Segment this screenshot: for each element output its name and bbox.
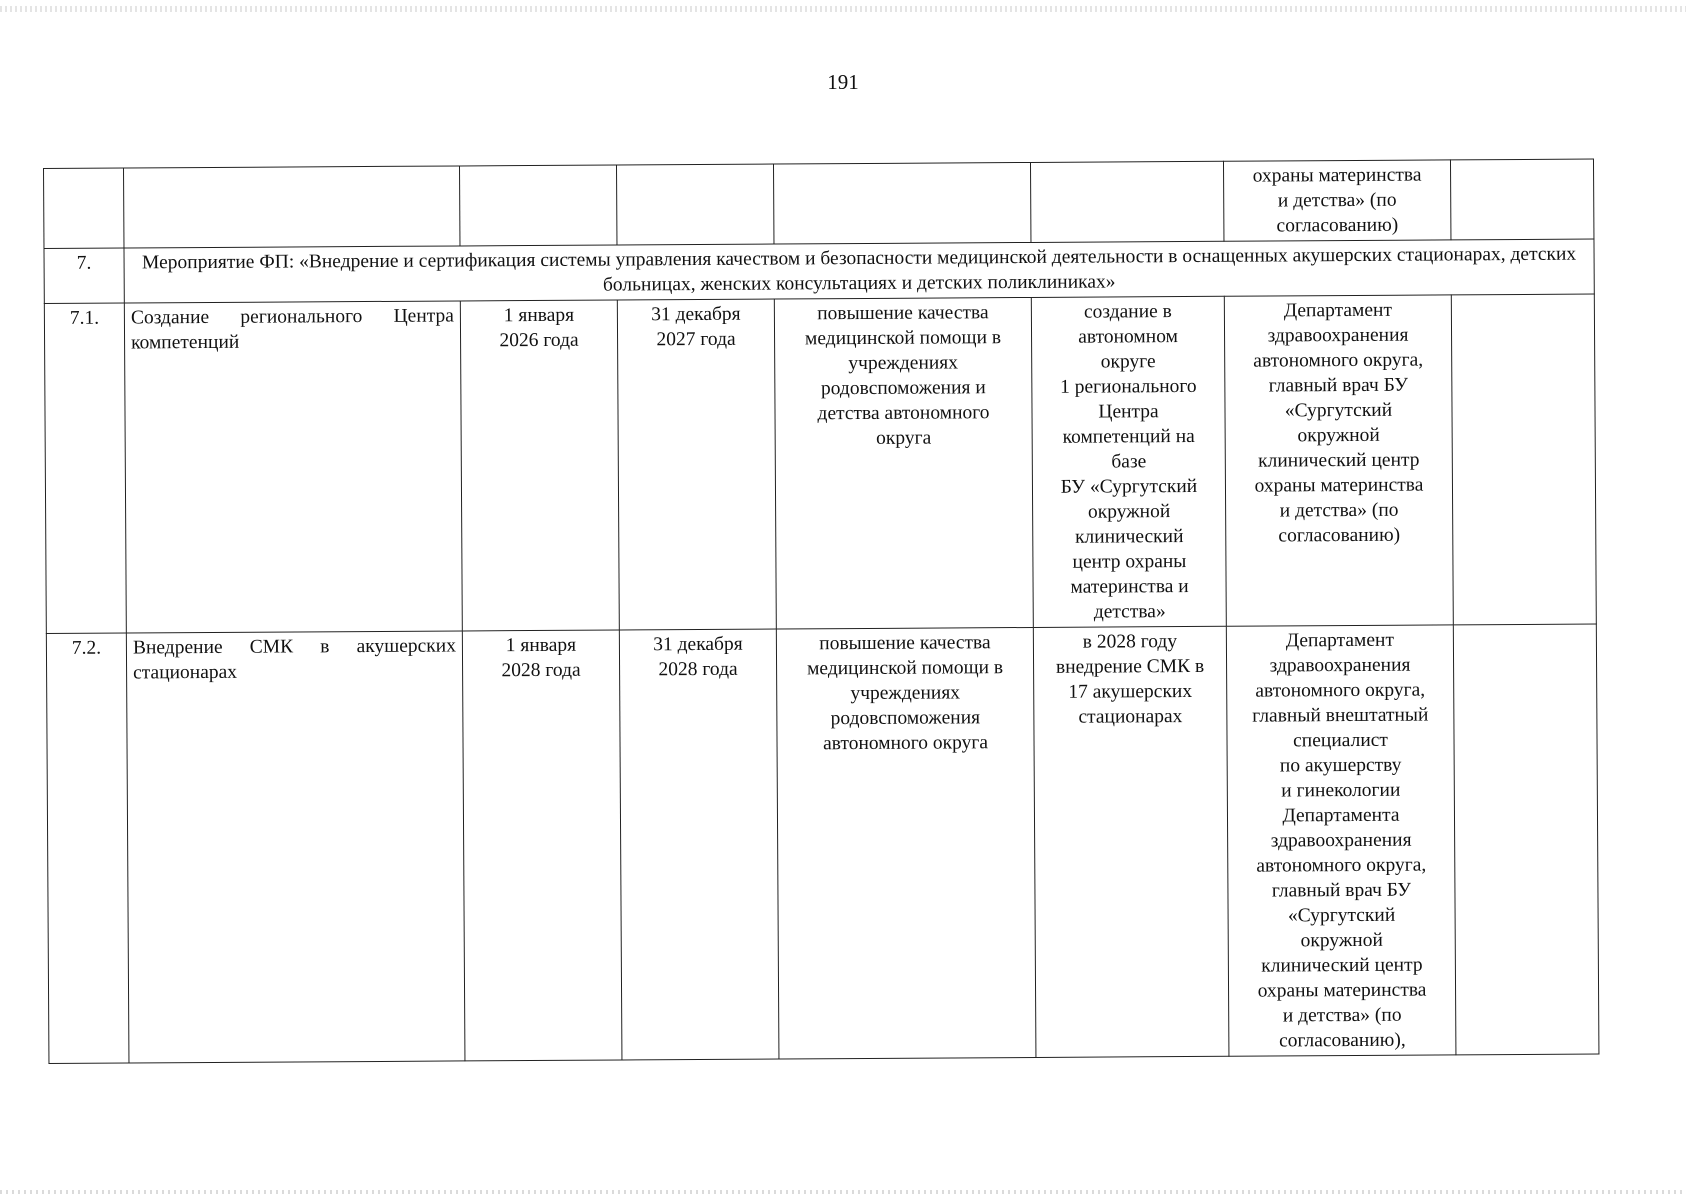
section-number: 7. bbox=[44, 248, 124, 303]
start-date-cell: 1 января 2028 года bbox=[462, 630, 622, 1061]
goal-cell: повышение качества медицинской помощи в учреждениях родовспоможения автономного округа bbox=[776, 627, 1036, 1059]
cell-empty bbox=[1030, 161, 1223, 242]
continued-responsible-cell: охраны материнства и детства» (по согласованию) bbox=[1223, 160, 1450, 241]
row-number: 7.1. bbox=[44, 303, 126, 633]
responsible-cell: Департамент здравоохранения автономного округа, главный внештатный специалист по акушерству и гинекологии Департамента здравоохранения автономного округа, главный врач БУ «Сургутский окружной клинический центр охраны материнства и детства» (по согласованию), bbox=[1226, 625, 1456, 1056]
table-row bbox=[44, 294, 1596, 633]
end-date-cell: 31 декабря 2028 года bbox=[619, 629, 779, 1060]
cell-empty bbox=[459, 165, 616, 246]
table-row bbox=[46, 624, 1599, 1063]
cell-empty bbox=[616, 164, 773, 245]
result-cell: в 2028 году внедрение СМК в 17 акушерских стационарах bbox=[1033, 626, 1229, 1057]
scan-edge-bottom bbox=[0, 1190, 1686, 1194]
responsible-cell: Департамент здравоохранения автономного округа, главный врач БУ «Сургутский окружной клинический центр охраны материнства и детства» (по согласованию) bbox=[1224, 295, 1453, 626]
row-number: 7.2. bbox=[46, 633, 129, 1063]
measure-name-cell: Создание регионального Центра компетенций bbox=[124, 301, 462, 633]
measure-name-cell: Внедрение СМК в акушерских стационарах bbox=[126, 631, 465, 1063]
goal-cell: повышение качества медицинской помощи в учреждениях родовспоможения и детства автономного округа bbox=[774, 297, 1033, 629]
end-date-cell: 31 декабря 2027 года bbox=[617, 299, 776, 630]
cell-empty bbox=[1450, 159, 1593, 240]
cell-empty bbox=[773, 162, 1030, 244]
continued-row bbox=[44, 159, 1594, 248]
start-date-cell: 1 января 2026 года bbox=[460, 300, 619, 631]
section-title: Мероприятие ФП: «Внедрение и сертификация системы управления качеством и безопасности медицинской деятельности в оснащенных акушерских стационарах, детских больницах, женских консультациях и детских поликлиниках» bbox=[124, 239, 1594, 303]
section-row bbox=[44, 239, 1594, 303]
extra-cell bbox=[1453, 624, 1599, 1055]
cell-empty bbox=[124, 166, 460, 248]
page-number: 191 bbox=[827, 70, 859, 94]
result-cell: создание в автономном округе 1 регионального Центра компетенций на базе БУ «Сургутский окружной клинический центр охраны материнства и детства» bbox=[1031, 296, 1226, 627]
scan-edge-top bbox=[0, 6, 1686, 12]
cell-empty bbox=[44, 168, 124, 248]
measures-table bbox=[43, 159, 1599, 1064]
extra-cell bbox=[1451, 294, 1596, 625]
